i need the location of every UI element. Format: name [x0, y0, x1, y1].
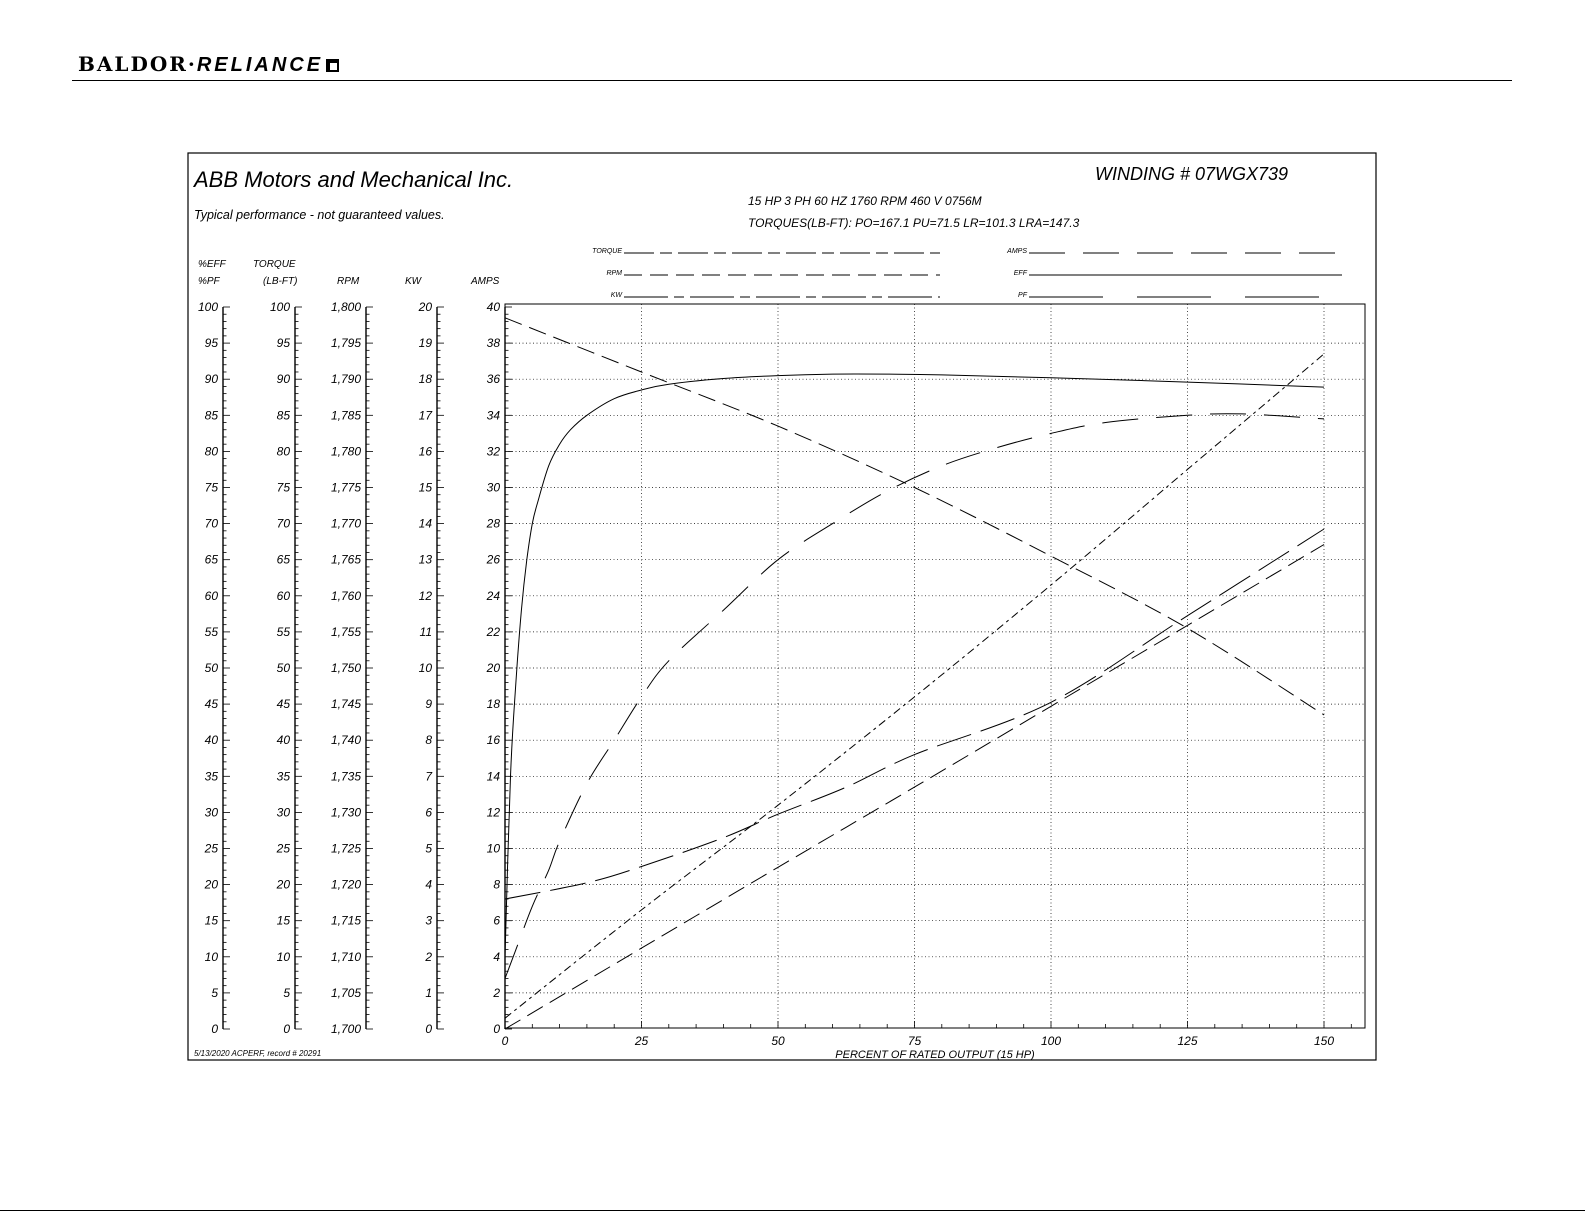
x-tick-label: 25 — [634, 1034, 649, 1048]
scale-label-torque: 80 — [276, 444, 290, 459]
scale-label-amps: 36 — [486, 372, 500, 387]
scale-label-kw: 10 — [418, 661, 432, 675]
legend-label-pf: PF — [1018, 292, 1027, 299]
scale-label-eff-pf: 40 — [204, 733, 218, 748]
scale-label-kw: 13 — [418, 552, 432, 567]
scale-label-kw: 19 — [418, 336, 432, 351]
scale-label-amps: 4 — [493, 949, 500, 964]
x-tick-label: 0 — [501, 1034, 509, 1048]
scale-label-eff-pf: 70 — [204, 516, 218, 531]
legend-label-kw: KW — [610, 292, 622, 299]
scale-label-amps: 30 — [486, 480, 500, 495]
scale-label-torque: 45 — [276, 697, 290, 712]
scale-label-torque: 90 — [276, 372, 290, 387]
brand-name-reliance: RELIANCE — [196, 54, 324, 76]
scale-label-torque: 25 — [276, 841, 290, 856]
scale-label-rpm: 1,780 — [330, 444, 361, 459]
scale-label-amps: 24 — [486, 588, 500, 603]
axis-header-amps: AMPS — [471, 276, 500, 287]
x-tick-label: 125 — [1177, 1034, 1198, 1048]
scale-label-eff-pf: 20 — [204, 877, 218, 892]
scale-label-rpm: 1,755 — [330, 624, 361, 639]
scale-label-rpm: 1,725 — [330, 841, 361, 856]
scale-label-torque: 65 — [276, 552, 290, 567]
scale-label-eff-pf: 25 — [204, 841, 218, 856]
scale-label-torque: 70 — [276, 516, 290, 531]
scale-label-eff-pf: 55 — [204, 624, 218, 639]
scale-label-amps: 8 — [493, 877, 500, 892]
scale-label-kw: 0 — [425, 1022, 432, 1036]
legend — [592, 248, 1342, 299]
axis-header-torque: TORQUE — [253, 259, 296, 270]
scale-label-rpm: 1,750 — [330, 661, 361, 675]
legend-label-eff: EFF — [1013, 270, 1027, 277]
legend-label-torque: TORQUE — [592, 248, 622, 255]
scale-label-eff-pf: 75 — [204, 480, 218, 495]
scale-label-eff-pf: 100 — [197, 300, 218, 314]
scale-label-amps: 6 — [493, 913, 500, 928]
scale-label-rpm: 1,740 — [330, 733, 361, 748]
torques-line: TORQUES(LB-FT): PO=167.1 PU=71.5 LR=101.3 LRA=147.3 — [748, 216, 1080, 230]
scale-label-torque: 85 — [276, 408, 290, 423]
scale-label-rpm: 1,785 — [330, 408, 361, 423]
scale-label-eff-pf: 85 — [204, 408, 218, 423]
scale-label-eff-pf: 90 — [204, 372, 218, 387]
x-tick-label: 100 — [1040, 1034, 1062, 1048]
scale-label-amps: 12 — [486, 805, 500, 820]
plot-border — [505, 304, 1365, 1028]
scale-label-torque: 0 — [283, 1022, 290, 1036]
scale-label-amps: 34 — [486, 408, 500, 423]
scale-label-amps: 2 — [493, 985, 500, 1000]
axis-header-rpm: RPM — [337, 276, 360, 287]
scale-label-eff-pf: 0 — [211, 1022, 218, 1036]
scale-label-amps: 22 — [486, 624, 500, 639]
scale-label-eff-pf: 30 — [204, 805, 218, 820]
scale-label-eff-pf: 35 — [204, 769, 218, 784]
scale-label-torque: 55 — [276, 624, 290, 639]
ratings-line: 15 HP 3 PH 60 HZ 1760 RPM 460 V 0756M — [748, 194, 982, 208]
scale-label-eff-pf: 5 — [211, 985, 218, 1000]
scale-label-kw: 20 — [418, 300, 432, 314]
scale-label-kw: 5 — [425, 841, 432, 856]
scale-label-kw: 6 — [425, 805, 432, 820]
axis-header-pf: %PF — [198, 276, 220, 287]
scale-label-amps: 18 — [486, 697, 500, 712]
axis-header-torque-unit: (LB-FT) — [263, 276, 298, 287]
scale-label-kw: 2 — [425, 949, 432, 964]
scale-label-eff-pf: 80 — [204, 444, 218, 459]
company-name: ABB Motors and Mechanical Inc. — [194, 167, 514, 192]
scale-label-torque: 95 — [276, 336, 290, 351]
scale-label-torque: 10 — [276, 949, 290, 964]
axis-header-kw: KW — [405, 276, 422, 287]
brand-separator: · — [187, 52, 197, 76]
scale-label-rpm: 1,705 — [330, 985, 361, 1000]
scale-label-amps: 32 — [486, 444, 500, 459]
scale-label-amps: 10 — [486, 841, 500, 856]
scale-label-rpm: 1,745 — [330, 697, 361, 712]
scale-label-kw: 4 — [425, 877, 432, 892]
scale-label-rpm: 1,715 — [330, 913, 361, 928]
scale-label-rpm: 1,720 — [330, 877, 361, 892]
scale-label-amps: 40 — [486, 300, 500, 314]
scale-label-torque: 100 — [269, 300, 290, 314]
scale-label-rpm: 1,775 — [330, 480, 361, 495]
scale-label-amps: 0 — [493, 1022, 500, 1036]
legend-label-amps: AMPS — [1007, 248, 1027, 255]
scale-label-torque: 30 — [276, 805, 290, 820]
scale-label-torque: 35 — [276, 769, 290, 784]
scale-label-rpm: 1,765 — [330, 552, 361, 567]
scale-label-kw: 1 — [425, 985, 432, 1000]
scale-label-kw: 14 — [418, 516, 432, 531]
scale-label-rpm: 1,735 — [330, 769, 361, 784]
scale-label-eff-pf: 95 — [204, 336, 218, 351]
series-line-torque — [505, 545, 1324, 1030]
scale-label-rpm: 1,770 — [330, 516, 361, 531]
scale-label-torque: 60 — [276, 588, 290, 603]
winding-number: WINDING # 07WGX739 — [1095, 164, 1289, 184]
scale-label-kw: 17 — [418, 408, 432, 423]
scale-label-torque: 15 — [276, 913, 290, 928]
scale-label-eff-pf: 65 — [204, 552, 218, 567]
brand-name-baldor: BALDOR — [78, 52, 188, 76]
scale-label-rpm: 1,710 — [330, 949, 361, 964]
scale-label-kw: 16 — [418, 444, 432, 459]
x-tick-label: 75 — [907, 1034, 922, 1048]
scale-label-amps: 14 — [486, 769, 500, 784]
scale-label-eff-pf: 50 — [204, 661, 218, 675]
scale-label-kw: 8 — [425, 733, 432, 748]
scale-label-torque: 75 — [276, 480, 290, 495]
series-line-rpm — [505, 318, 1324, 715]
scale-label-kw: 9 — [425, 697, 432, 712]
scale-label-rpm: 1,760 — [330, 588, 361, 603]
scale-label-kw: 3 — [425, 913, 432, 928]
legend-label-rpm: RPM — [606, 270, 622, 277]
disclaimer-text: Typical performance - not guaranteed values. — [194, 208, 445, 222]
x-axis-label: PERCENT OF RATED OUTPUT (15 HP) — [835, 1049, 1035, 1061]
scale-label-torque: 20 — [276, 877, 290, 892]
x-tick-label: 150 — [1313, 1034, 1335, 1048]
scale-label-kw: 11 — [419, 624, 432, 639]
plot-layer — [502, 304, 1365, 1048]
scale-label-rpm: 1,700 — [330, 1022, 361, 1036]
scale-label-amps: 20 — [486, 661, 500, 675]
scale-label-kw: 18 — [418, 372, 432, 387]
scale-label-torque: 50 — [276, 661, 290, 675]
scale-label-eff-pf: 60 — [204, 588, 218, 603]
x-tick-label: 50 — [771, 1034, 785, 1048]
scale-label-rpm: 1,800 — [330, 300, 361, 314]
scale-label-amps: 28 — [486, 516, 500, 531]
scale-label-amps: 26 — [486, 552, 500, 567]
scale-label-amps: 16 — [486, 733, 500, 748]
scale-label-rpm: 1,790 — [330, 372, 361, 387]
scale-label-eff-pf: 45 — [204, 697, 218, 712]
footer-note: 5/13/2020 ACPERF, record # 20291 — [194, 1049, 322, 1058]
scale-label-kw: 12 — [418, 588, 432, 603]
scales-layer — [198, 300, 512, 1036]
scale-label-torque: 5 — [283, 985, 290, 1000]
scale-label-eff-pf: 10 — [204, 949, 218, 964]
axis-header-eff: %EFF — [198, 259, 226, 270]
scale-label-torque: 40 — [276, 733, 290, 748]
scale-label-rpm: 1,730 — [330, 805, 361, 820]
scale-label-rpm: 1,795 — [330, 336, 361, 351]
scale-label-amps: 38 — [486, 336, 500, 351]
scale-label-kw: 15 — [418, 480, 432, 495]
scale-label-kw: 7 — [425, 769, 432, 784]
scale-label-eff-pf: 15 — [204, 913, 218, 928]
axis-headers — [198, 259, 500, 287]
